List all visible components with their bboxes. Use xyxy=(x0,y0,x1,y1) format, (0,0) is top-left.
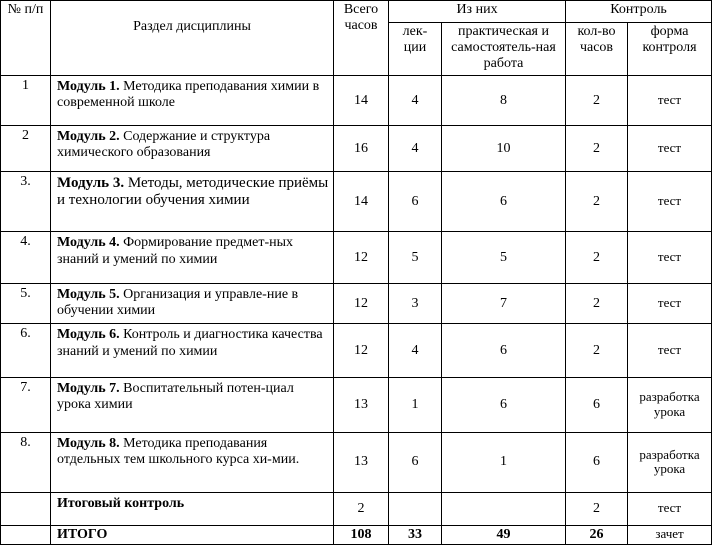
table-row xyxy=(1,432,712,493)
module-text: Методика преподавания химии в современной школе xyxy=(57,78,320,110)
row-lectures: 4 xyxy=(389,324,442,378)
module-text: Содержание и структура химического образования xyxy=(57,129,271,161)
row-lectures: 5 xyxy=(389,232,442,284)
grand-total-label: ИТОГО xyxy=(51,525,334,544)
row-num: 4. xyxy=(1,232,51,284)
row-lectures: 4 xyxy=(389,126,442,171)
table-row xyxy=(1,126,712,171)
row-control-form: разработка урока xyxy=(628,432,712,493)
row-lectures: 3 xyxy=(389,284,442,324)
row-title xyxy=(51,232,334,284)
row-title xyxy=(51,284,334,324)
final-control-label: Итоговый контроль xyxy=(57,496,185,512)
row-practice: 6 xyxy=(442,171,566,232)
row-num: 2 xyxy=(1,126,51,171)
header-total-hours: Всего часов xyxy=(334,1,389,76)
row-control-form: тест xyxy=(628,171,712,232)
module-label: Модуль 1. xyxy=(57,78,120,94)
row-practice: 10 xyxy=(442,126,566,171)
row-total: 12 xyxy=(334,324,389,378)
row-num xyxy=(1,525,51,544)
row-control-form: тест xyxy=(628,232,712,284)
row-title xyxy=(51,378,334,433)
row-lectures: 6 xyxy=(389,171,442,232)
header-control-form: форма контроля xyxy=(628,23,712,76)
row-control-hours: 6 xyxy=(566,378,628,433)
header-control-hours: кол-во часов xyxy=(566,23,628,76)
row-control-form: тест xyxy=(628,493,712,525)
module-label: Модуль 6. xyxy=(57,327,120,343)
row-practice: 5 xyxy=(442,232,566,284)
module-text: Формирование предмет-ных знаний и умений по химии xyxy=(57,235,294,267)
row-num: 8. xyxy=(1,432,51,493)
row-num: 3. xyxy=(1,171,51,232)
row-control-hours: 2 xyxy=(566,284,628,324)
header-control: Контроль xyxy=(566,1,712,23)
row-control-hours: 6 xyxy=(566,432,628,493)
row-practice xyxy=(442,493,566,525)
row-total: 14 xyxy=(334,75,389,126)
module-label: Модуль 2. xyxy=(57,129,120,145)
grand-total-hours: 108 xyxy=(334,525,389,544)
module-text: Организация и управле-ние в обучении химии xyxy=(57,287,299,319)
table-row xyxy=(1,232,712,284)
header-num: № п/п xyxy=(1,1,51,76)
grand-total-practice: 49 xyxy=(442,525,566,544)
row-lectures: 4 xyxy=(389,75,442,126)
row-title xyxy=(51,171,334,232)
module-text: Методы, методические приёмы и технологии обучения химии xyxy=(57,174,329,209)
row-control-hours: 2 xyxy=(566,232,628,284)
final-control-row xyxy=(1,493,712,525)
header-practice: практическая и самостоятель-ная работа xyxy=(442,23,566,76)
grand-total-lectures: 33 xyxy=(389,525,442,544)
row-total: 13 xyxy=(334,378,389,433)
header-section: Раздел дисциплины xyxy=(51,1,334,76)
module-label: Модуль 4. xyxy=(57,235,120,251)
row-practice: 1 xyxy=(442,432,566,493)
row-total: 2 xyxy=(334,493,389,525)
row-title xyxy=(51,493,334,525)
module-label: Модуль 5. xyxy=(57,287,120,303)
header-of-them: Из них xyxy=(389,1,566,23)
module-label: Модуль 3. xyxy=(57,174,125,191)
row-lectures: 6 xyxy=(389,432,442,493)
row-num: 6. xyxy=(1,324,51,378)
table-row xyxy=(1,284,712,324)
row-lectures: 1 xyxy=(389,378,442,433)
header-lectures: лек-ции xyxy=(389,23,442,76)
table-row xyxy=(1,171,712,232)
row-practice: 6 xyxy=(442,378,566,433)
row-num xyxy=(1,493,51,525)
row-control-hours: 2 xyxy=(566,324,628,378)
row-control-form: тест xyxy=(628,284,712,324)
row-control-hours: 2 xyxy=(566,126,628,171)
row-control-hours: 2 xyxy=(566,75,628,126)
module-label: Модуль 8. xyxy=(57,435,120,451)
row-control-hours: 2 xyxy=(566,493,628,525)
row-title xyxy=(51,324,334,378)
grand-total-control-hours: 26 xyxy=(566,525,628,544)
row-num: 7. xyxy=(1,378,51,433)
grand-total-row xyxy=(1,525,712,544)
table-row xyxy=(1,324,712,378)
module-text: Воспитательный потен-циал урока химии xyxy=(57,381,294,413)
row-title xyxy=(51,126,334,171)
row-title xyxy=(51,75,334,126)
module-text: Контроль и диагностика качества знаний и умений по химии xyxy=(57,327,323,359)
module-text: Методика преподавания отдельных тем школьного курса хи-мии. xyxy=(57,435,300,467)
module-label: Модуль 7. xyxy=(57,381,120,397)
row-total: 16 xyxy=(334,126,389,171)
row-total: 13 xyxy=(334,432,389,493)
row-num: 5. xyxy=(1,284,51,324)
row-practice: 7 xyxy=(442,284,566,324)
row-practice: 8 xyxy=(442,75,566,126)
row-control-form: тест xyxy=(628,126,712,171)
row-total: 12 xyxy=(334,284,389,324)
row-total: 14 xyxy=(334,171,389,232)
table-row xyxy=(1,75,712,126)
grand-total-control-form: зачет xyxy=(628,525,712,544)
row-total: 12 xyxy=(334,232,389,284)
row-num: 1 xyxy=(1,75,51,126)
row-title xyxy=(51,432,334,493)
row-practice: 6 xyxy=(442,324,566,378)
row-control-form: тест xyxy=(628,75,712,126)
table-row xyxy=(1,378,712,433)
row-lectures xyxy=(389,493,442,525)
row-control-hours: 2 xyxy=(566,171,628,232)
row-control-form: тест xyxy=(628,324,712,378)
row-control-form: разработка урока xyxy=(628,378,712,433)
